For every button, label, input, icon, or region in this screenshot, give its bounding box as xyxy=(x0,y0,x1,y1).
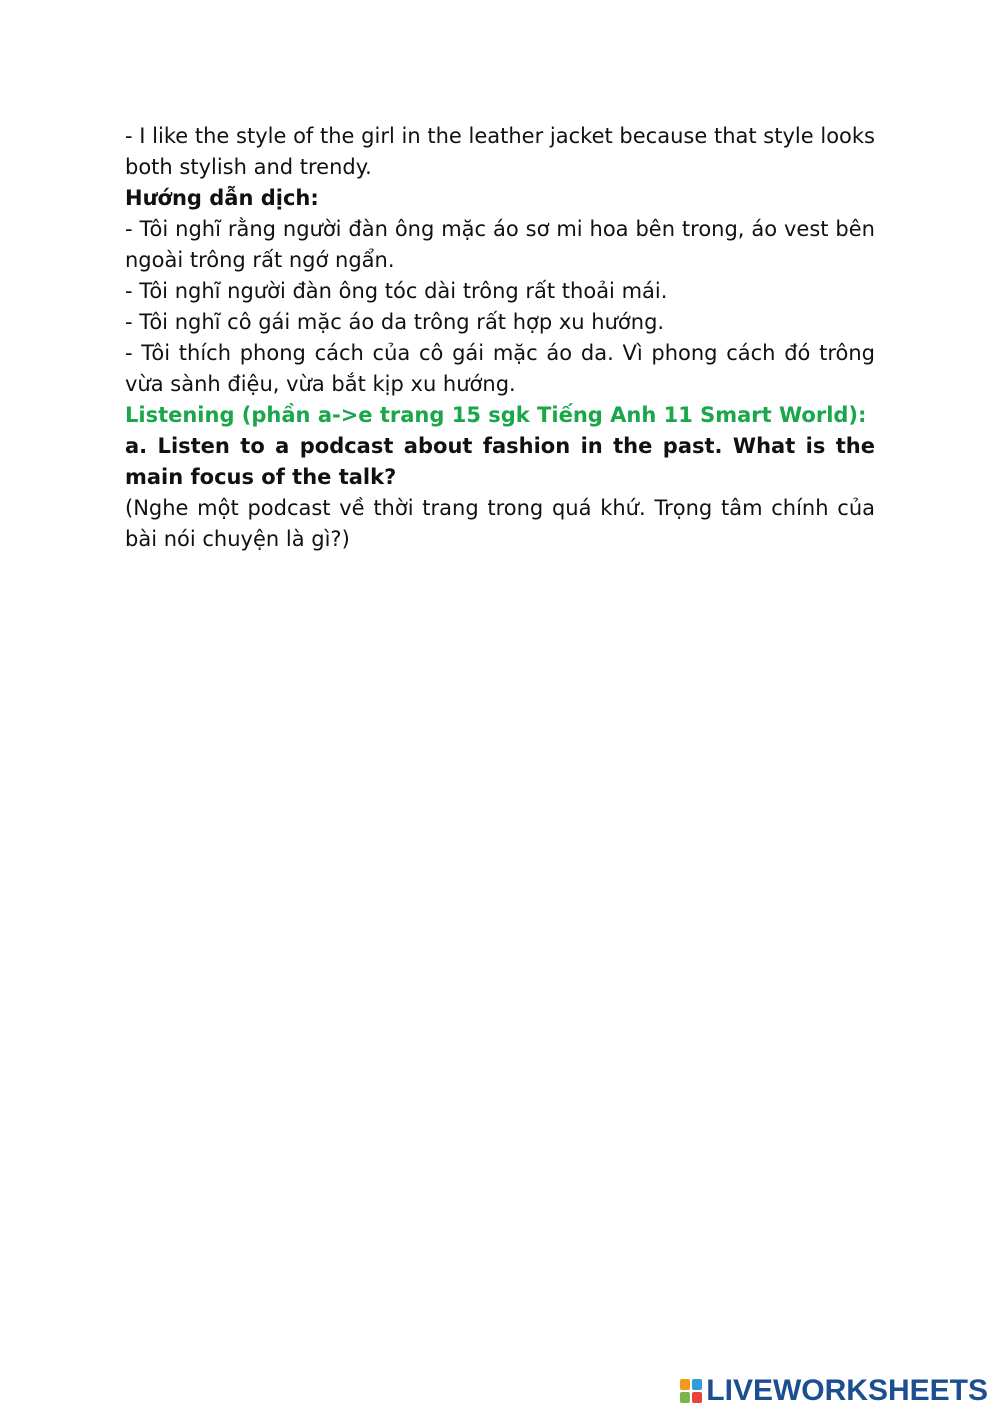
question-a: a. Listen to a podcast about fashion in the past. What is the main focus of the talk? xyxy=(125,434,875,489)
translation-line-2: - Tôi nghĩ người đàn ông tóc dài trông rất thoải mái. xyxy=(125,279,668,303)
translation-line-3: - Tôi nghĩ cô gái mặc áo da trông rất hợp xu hướng. xyxy=(125,310,665,334)
question-a-translation: (Nghe một podcast về thời trang trong quá khứ. Trọng tâm chính của bài nói chuyện là gì?) xyxy=(125,496,875,551)
logo-cell-l xyxy=(680,1379,690,1390)
document-body xyxy=(125,121,875,555)
listening-section-heading: Listening (phần a->e trang 15 sgk Tiếng Anh 11 Smart World): xyxy=(125,403,867,427)
logo-cell-v xyxy=(680,1392,690,1403)
answer-line-english: - I like the style of the girl in the leather jacket because that style looks both stylish and trendy. xyxy=(125,124,875,179)
liveworksheets-watermark xyxy=(680,1376,988,1406)
watermark-text: LIVEWORKSHEETS xyxy=(706,1374,988,1407)
translation-line-4: - Tôi thích phong cách của cô gái mặc áo da. Vì phong cách đó trông vừa sành điệu, vừa bắt kịp xu hướng. xyxy=(125,341,875,396)
translation-line-1: - Tôi nghĩ rằng người đàn ông mặc áo sơ mi hoa bên trong, áo vest bên ngoài trông rất ngớ ngẩn. xyxy=(125,217,875,272)
logo-cell-e xyxy=(692,1392,702,1403)
logo-cell-i xyxy=(692,1379,702,1390)
translation-heading: Hướng dẫn dịch: xyxy=(125,186,319,210)
liveworksheets-logo-icon xyxy=(680,1379,702,1403)
